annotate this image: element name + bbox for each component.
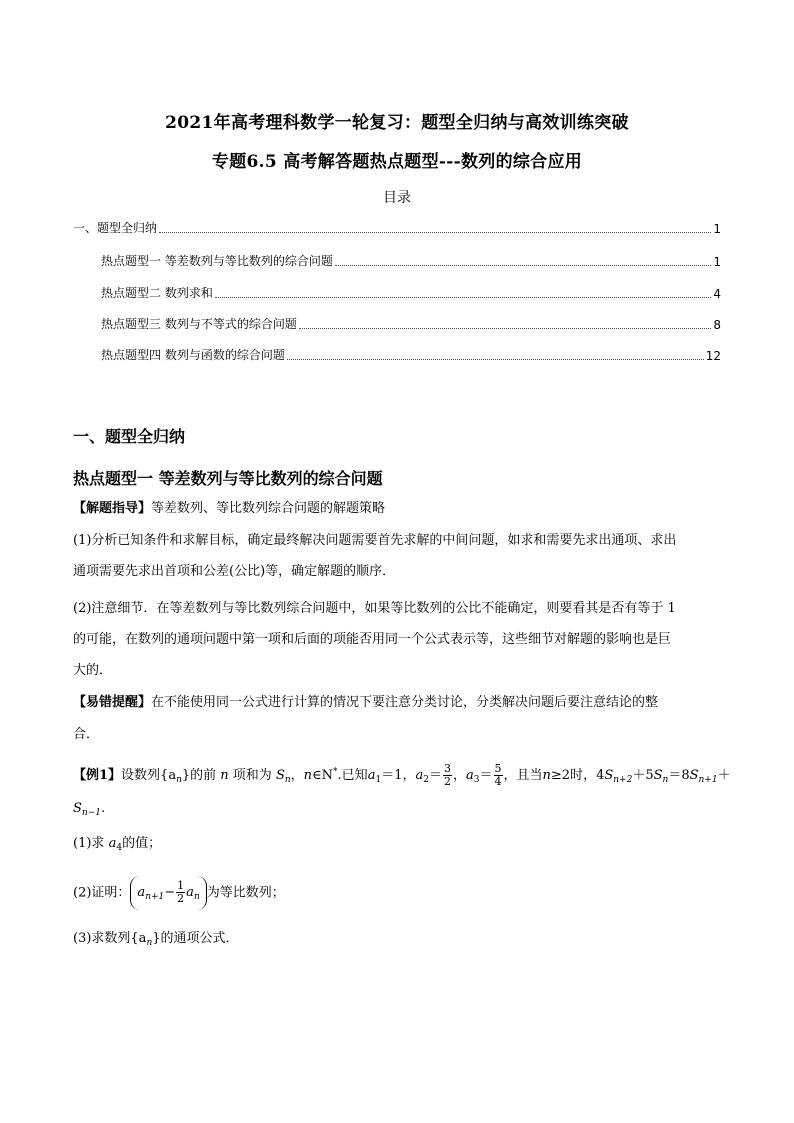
toc-leader xyxy=(335,264,712,266)
math-text: ＋5 xyxy=(632,768,654,783)
question-text: (2)证明： xyxy=(73,885,131,901)
question-2 xyxy=(73,876,285,911)
math-text: ＝ xyxy=(428,768,442,783)
math-text: ＝1， xyxy=(381,768,416,783)
toc-heading: 目录 xyxy=(383,190,411,206)
paragraph-line: (2)注意细节．在等差数列与等比数列综合问题中，如果等比数列的公比不能确定，则要看其是否有等于 1 xyxy=(73,601,676,616)
math-text: ＝8 xyxy=(668,768,690,783)
toc-leader xyxy=(159,231,711,233)
toc-item-label: 一、题型全归纳 xyxy=(73,221,158,235)
warning-tag: 【易错提醒】 xyxy=(73,695,152,710)
math-text: ≥2时，4 xyxy=(550,768,605,783)
example-tag: 【例1】 xyxy=(73,768,122,783)
toc-leader xyxy=(299,327,712,329)
toc-item[interactable] xyxy=(101,346,721,363)
document-title: 2021年高考理科数学一轮复习：题型全归纳与高效训练突破 xyxy=(165,113,629,133)
toc-item-page: 4 xyxy=(713,287,721,301)
math-text: ＝ xyxy=(479,768,493,783)
question-text: 为等比数列； xyxy=(206,885,285,901)
toc-leader xyxy=(287,358,704,360)
example-statement: 【例1】设数列$\{a_n\}$的前 n 项和为 $S_n$，n∈N*.已知$a_1=1$，$a_2=$ $\frac{3}{2}$ ，$a_3=$ $\frac{5}{4}$ ，且当n≥2时，$4S_{n+2}+5S_n=8S_{n+1}+$ xyxy=(73,762,731,788)
paragraph-line: 的可能，在数列的通项问题中第一项和后面的项能否用同一个公式表示等，这些细节对解题的影响也是巨 xyxy=(73,632,672,647)
question-text: (3)求数列{a xyxy=(73,931,147,946)
toc-item-label: 热点题型一 等差数列与等比数列的综合问题 xyxy=(101,254,333,268)
question-1: (1)求 $a_4$的值； xyxy=(73,836,162,853)
toc-item-label: 热点题型三 数列与不等式的综合问题 xyxy=(101,317,297,331)
toc-item-label: 热点题型四 数列与函数的综合问题 xyxy=(101,348,285,362)
math-text: ∈N xyxy=(312,768,334,783)
paragraph-line: 通项需要先求出首项和公差(公比)等，确定解题的顺序． xyxy=(73,564,396,579)
math-text: 项和为 xyxy=(232,768,272,783)
math-text: ，且当 xyxy=(503,768,543,783)
toc-item-page: 1 xyxy=(713,255,721,269)
math-text: ＋ xyxy=(717,768,731,783)
toc-item[interactable] xyxy=(101,315,721,332)
fraction: $\frac{3}{2}$ xyxy=(443,762,451,788)
toc-item-page: 8 xyxy=(713,318,721,332)
section-heading: 一、题型全归纳 xyxy=(73,427,186,446)
toc-item-page: 1 xyxy=(713,222,721,236)
warning-line xyxy=(73,693,658,713)
toc-item[interactable] xyxy=(101,252,721,269)
paragraph-line: (1)分析已知条件和求解目标，确定最终解决问题需要首先求解的中间问题，如求和需要先求出通项、求出 xyxy=(73,533,677,548)
document-subtitle: 专题6.5 高考解答题热点题型---数列的综合应用 xyxy=(211,152,583,172)
warning-text: 在不能使用同一公式进行计算的情况下要注意分类讨论，分类解决问题后要注意结论的整 xyxy=(151,695,659,710)
toc-item-label: 热点题型二 数列求和 xyxy=(101,286,213,300)
question-text: 的值； xyxy=(122,836,162,851)
paragraph-line: 合． xyxy=(73,727,100,742)
math-text: S xyxy=(73,801,82,816)
question-text: (1)求 xyxy=(73,836,105,851)
guide-tag: 【解题指导】 xyxy=(73,501,152,516)
math-text: }的前 xyxy=(181,768,217,783)
guide-text: 等差数列、等比数列综合问题的解题策略 xyxy=(151,501,386,516)
guide-line xyxy=(73,499,385,519)
toc-item[interactable] xyxy=(73,219,721,236)
math-text: .已知 xyxy=(337,768,368,783)
fraction: $\frac{5}{4}$ xyxy=(494,762,502,788)
sequence-brace: $a_{n+1}-$ $\frac{1}{2}$ $a_n$ xyxy=(130,876,206,910)
math-text: a xyxy=(367,768,376,783)
fraction: $\frac{1}{2}$ xyxy=(177,879,185,905)
question-3: (3)求数列$\{a_n\}$的通项公式． xyxy=(73,931,239,948)
math-text: ， xyxy=(290,768,304,783)
math-text: 设数列{a xyxy=(121,768,177,783)
section-subheading: 热点题型一 等差数列与等比数列的综合问题 xyxy=(73,469,383,488)
question-text: }的通项公式． xyxy=(152,931,239,946)
example-statement-cont: $S_{n-1}$. xyxy=(73,801,106,818)
toc-item[interactable] xyxy=(101,284,721,301)
toc-item-page: 12 xyxy=(705,349,721,363)
paragraph-line: 大的． xyxy=(73,663,113,678)
toc-leader xyxy=(215,296,712,298)
